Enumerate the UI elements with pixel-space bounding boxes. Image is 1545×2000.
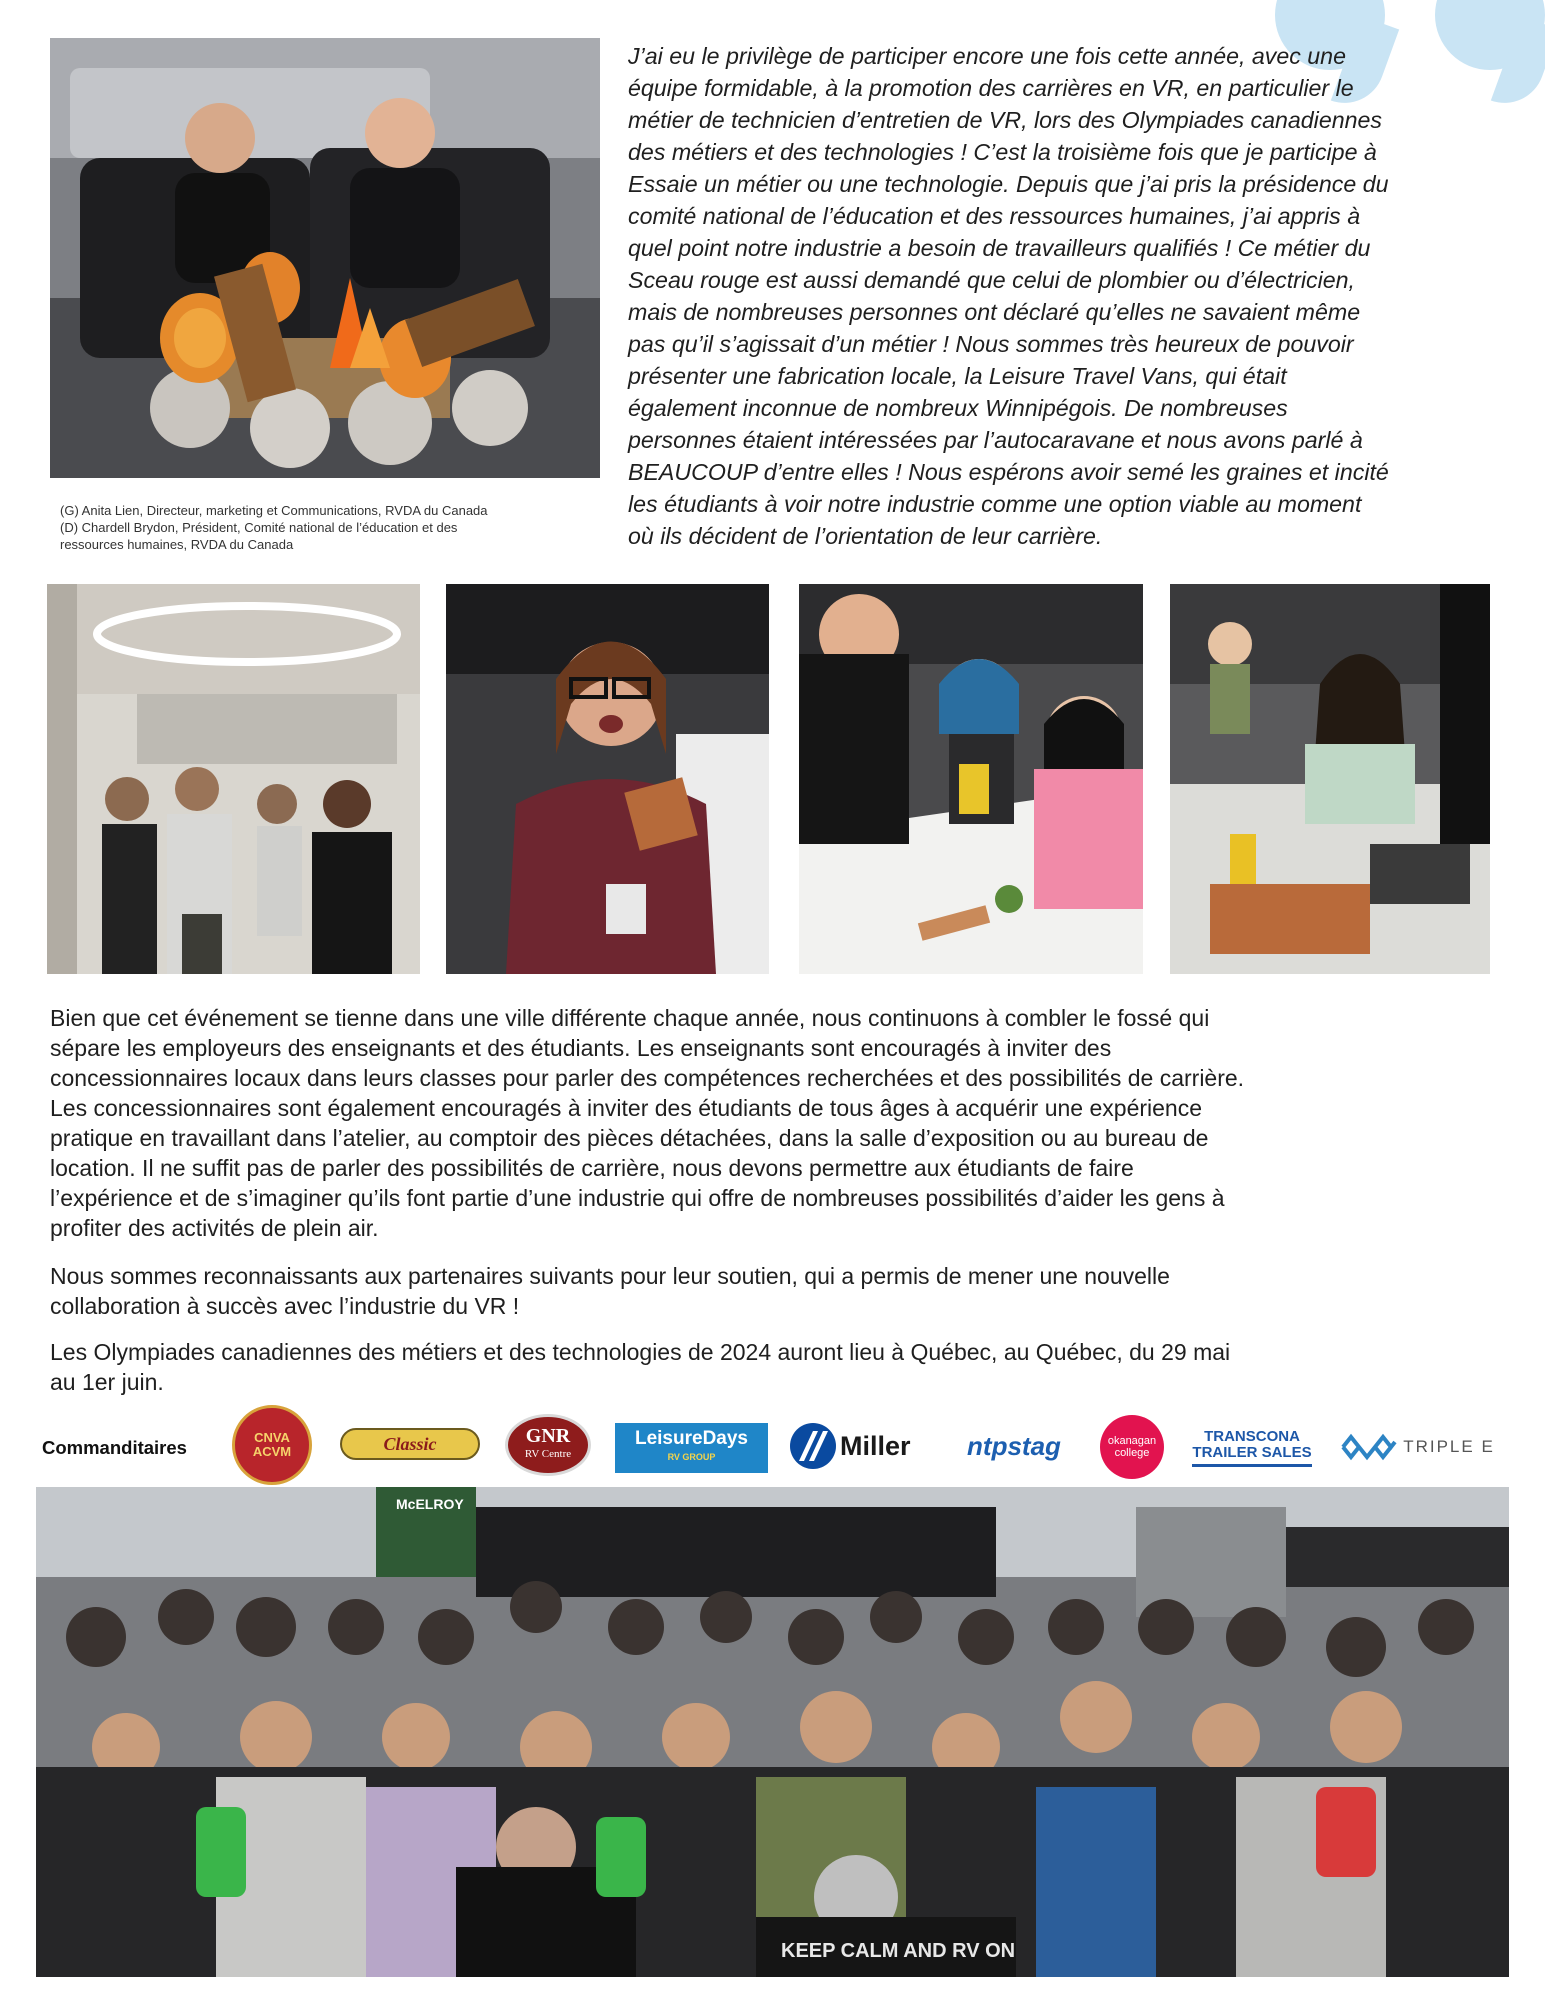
logo-miller-text: Miller [840,1430,911,1461]
quote-line: présenter une fabrication locale, la Leisure Travel Vans, qui était [628,363,1287,389]
quote-line: quel point notre industrie a besoin de travailleurs qualifiés ! Ce métier du [628,235,1371,261]
logo-transcona-subtext: TRAILER SALES [1192,1443,1312,1461]
testimonial-quote [628,40,1533,552]
logo-okanagan-text: okanagan [1107,1435,1157,1447]
quote-line: équipe formidable, à la promotion des carrières en VR, en particulier le [628,75,1354,101]
miller-emblem-icon [790,1423,836,1469]
quote-line: personnes étaient intéressées par l’autocaravane et nous avons parlé à [628,427,1363,453]
photo-anita-chardell-campfire [50,38,600,478]
quote-line: J’ai eu le privilège de participer encore une fois cette année, avec une [628,43,1346,69]
logo-classic-trailers: Classic [340,1428,480,1460]
paragraph-line: au 1er juin. [50,1369,164,1395]
logo-gnr-rv-centre [505,1414,591,1476]
quote-line: où ils décident de l’orientation de leur carrière. [628,523,1103,549]
quote-line: métier de technicien d’entretien de VR, lors des Olympiades canadiennes [628,107,1383,133]
paragraph-line: location. Il ne suffit pas de parler des possibilités de carrière, nous devons permettre aux étudiants de faire [50,1155,1134,1181]
paragraph-line: Bien que cet événement se tienne dans une ville différente chaque année, nous continuons à combler le fossé qui [50,1005,1210,1031]
logo-triple-e [1335,1427,1501,1467]
paragraph-line: Nous sommes reconnaissants aux partenaires suivants pour leur soutien, qui a permis de mener une nouvelle [50,1263,1170,1289]
paragraph-line: collaboration à succès avec l’industrie du VR ! [50,1293,520,1319]
logo-cnva-subtext: ACVM [252,1444,292,1459]
logo-cnva-text: CNVA [254,1430,290,1445]
photo-students-in-rv [47,584,420,974]
paragraph-line: Les concessionnaires sont également encouragés à inviter des étudiants de tous âges à acquérir une expérience [50,1095,1203,1121]
quote-line: également inconnue de nombreux Winnipégois. De nombreuses [628,395,1288,421]
quote-line: pas qu’il s’agissait d’un métier ! Nous sommes très heureux de pouvoir [628,331,1354,357]
quote-line: Essaie un métier ou une technologie. Depuis que j’ai pris la présidence du [628,171,1389,197]
caption-line: ressources humaines, RVDA du Canada [60,537,294,552]
logo-gnr-subtext: RV Centre [524,1448,572,1460]
logo-leisure-subtext: RV GROUP [667,1452,716,1462]
paragraph-next-event [50,1337,1500,1397]
logo-okanagan-subtext: college [1114,1447,1150,1459]
quote-line: Sceau rouge est aussi demandé que celui de plombier ou d’électricien, [628,267,1355,293]
paragraph-line: pratique en travaillant dans l’atelier, au comptoir des pièces détachées, dans la salle d’exposition ou au bureau de [50,1125,1209,1151]
logo-okanagan-college [1100,1415,1164,1479]
logo-gnr-text: GNR [525,1425,571,1447]
logo-transcona-trailer-sales [1192,1425,1312,1467]
banner-text: McELROY [396,1496,464,1512]
paragraph-line: l’expérience et de s’imaginer qu’ils font partie d’une industrie qui offre de nombreuses possibilités d’aider les gens à [50,1185,1225,1211]
logo-leisure-text: LeisureDays [634,1428,748,1449]
logo-transcona-text: TRANSCONA [1204,1427,1300,1445]
caption-line: (D) Chardell Brydon, Président, Comité national de l’éducation et des [60,520,458,535]
logo-triple-text: TRIPLE E [1403,1437,1495,1456]
photo-caption [60,502,610,553]
paragraph-line: sépare les employeurs des enseignants et des étudiants. Les enseignants sont encouragés à inviter des [50,1035,1112,1061]
paragraph-line: concessionnaires locaux dans leurs classes pour parler des compétences recherchées et des possibilités de carrière. [50,1065,1245,1091]
logo-cnva [232,1405,312,1485]
logo-ntp-stag: ntpstag [967,1430,1061,1461]
triple-e-mark-icon [1341,1432,1397,1462]
photo-student-crowd [36,1487,1509,1977]
caption-line: (G) Anita Lien, Directeur, marketing et Communications, RVDA du Canada [60,503,488,518]
paragraph-line: profiter des activités de plein air. [50,1215,379,1241]
quote-line: mais de nombreuses personnes ont déclaré qu’elles ne savaient même [628,299,1361,325]
shirt-text: KEEP CALM AND RV ON [781,1940,1016,1962]
quote-line: comité national de l’éducation et des ressources humaines, j’ai appris à [628,203,1361,229]
quote-line: BEAUCOUP d’entre elles ! Nous espérons avoir semé les graines et incité [628,459,1389,485]
paragraph-line: Les Olympiades canadiennes des métiers et des technologies de 2024 auront lieu à Québec, au Québec, du 29 mai [50,1339,1231,1365]
paragraph-event-description [50,1003,1500,1243]
paragraph-thanks [50,1261,1500,1321]
quote-line: des métiers et des technologies ! C’est la troisième fois que je participe à [628,139,1377,165]
photo-woman-with-tool [446,584,769,974]
logo-miller [790,1421,930,1471]
logo-leisure-days [615,1423,768,1473]
quote-line: les étudiants à voir notre industrie comme une option viable au moment [628,491,1362,517]
sponsors-label: Commanditaires [42,1437,187,1458]
photo-girls-drilling [799,584,1143,974]
photo-young-man-workbench [1170,584,1490,974]
